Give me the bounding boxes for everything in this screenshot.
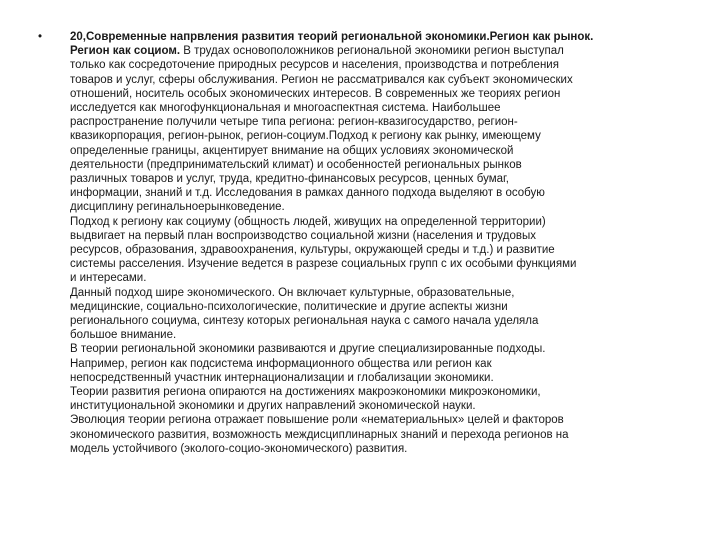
paragraph-text: выдвигает на первый план воспроизводство социальной жизни (населения и трудовых (70, 229, 537, 242)
text-line (70, 101, 682, 115)
text-line (70, 357, 682, 371)
paragraph-text: определенные границы, акцентирует внимание на общих условиях экономической (70, 144, 514, 157)
paragraph-text: институциональной экономики и других направлений экономической науки. (70, 400, 476, 413)
text-line (70, 200, 682, 214)
text-line (70, 73, 682, 87)
paragraph-text: ресурсов, образования, здравоохранения, культуры, окружающей среды и т.д.) и развитие (70, 244, 555, 257)
text-line (70, 413, 682, 427)
paragraph-text: квазикорпорация, регион-рынок, регион-социум.Подход к региону как рынку, имеющему (70, 130, 541, 143)
paragraph-text: дисциплину регинальноерынковедение. (70, 201, 285, 214)
paragraph-text: В трудах основоположников региональной экономики регион выступал (180, 45, 564, 58)
paragraph-text: исследуется как многофункциональная и многоаспектная система. Наибольшее (70, 102, 501, 115)
paragraph-text: Например, регион как подсистема информационного общества или регион как (70, 357, 492, 370)
paragraph-text: распространение получили четыре типа региона: регион-квазигосударство, регион- (70, 116, 518, 129)
paragraph-text: Эволюция теории региона отражает повышение роли «нематериальных» целей и факторов (70, 414, 564, 427)
text-line (70, 186, 682, 200)
text-line (70, 30, 682, 44)
body-text (70, 30, 682, 456)
text-line (70, 314, 682, 328)
text-line (70, 428, 682, 442)
paragraph-text: регионального социума, синтезу которых региональная наука с самого начала уделяла (70, 315, 539, 328)
paragraph-text: информации, знаний и т.д. Исследования в рамках данного подхода выделяют в особую (70, 187, 545, 200)
text-line (70, 58, 682, 72)
paragraph-text: только как сосредоточение природных ресурсов и населения, производства и потребления (70, 59, 559, 72)
bold-heading-text: Регион как социом. (70, 45, 181, 58)
text-line (70, 271, 682, 285)
paragraph-text: Подход к региону как социуму (общность людей, живущих на определенной территории) (70, 215, 546, 228)
text-line (70, 442, 682, 456)
text-line (70, 172, 682, 186)
text-line (70, 328, 682, 342)
text-line (70, 44, 682, 58)
paragraph-text: системы расселения. Изучение ведется в разрезе социальных групп с их особыми функциями (70, 258, 577, 271)
paragraph-text: Данный подход шире экономического. Он включает культурные, образовательные, (70, 286, 515, 299)
text-line (70, 300, 682, 314)
bold-heading-text: 20,Современные напрвления развития теорий региональной экономики.Регион как рынок. (70, 31, 594, 43)
paragraph-text: Теории развития региона опираются на достижениях макроэкономики микроэкономики, (70, 386, 541, 399)
text-line (70, 144, 682, 158)
paragraph-text: непосредственный участник интернационализации и глобализации экономики. (70, 371, 494, 384)
text-line (70, 229, 682, 243)
bullet-marker: • (38, 31, 43, 43)
paragraph-text: различных товаров и услуг, труда, кредитно-финансовых ресурсов, ценных бумаг, (70, 173, 509, 186)
text-line (70, 129, 682, 143)
text-line (70, 371, 682, 385)
paragraph-text: отношений, носитель особых экономических интересов. В современных же теориях регион (70, 87, 561, 100)
text-line (70, 399, 682, 413)
text-line (70, 87, 682, 101)
paragraph-text: экономического развития, возможность междисциплинарных знаний и перехода регионов на (70, 428, 569, 441)
paragraph-text: деятельности (предпринимательский климат) и особенностей региональных рынков (70, 158, 522, 171)
text-line (70, 257, 682, 271)
text-line (70, 385, 682, 399)
paragraph-text: большое внимание. (70, 329, 177, 342)
text-line (70, 115, 682, 129)
paragraph-text: и интересами. (70, 272, 147, 285)
paragraph-text: модель устойчивого (эколого-социо-экономического) развития. (70, 442, 408, 455)
paragraph-text: медицинские, социально-психологические, политические и другие аспекты жизни (70, 300, 508, 313)
text-line (70, 215, 682, 229)
text-line (70, 243, 682, 257)
paragraph-text: товаров и услуг, сферы обслуживания. Регион не рассматривался как субъект экономических (70, 73, 573, 86)
text-line (70, 342, 682, 356)
paragraph-text: В теории региональной экономики развиваются и другие специализированные подходы. (70, 343, 546, 356)
text-line (70, 158, 682, 172)
text-line (70, 286, 682, 300)
